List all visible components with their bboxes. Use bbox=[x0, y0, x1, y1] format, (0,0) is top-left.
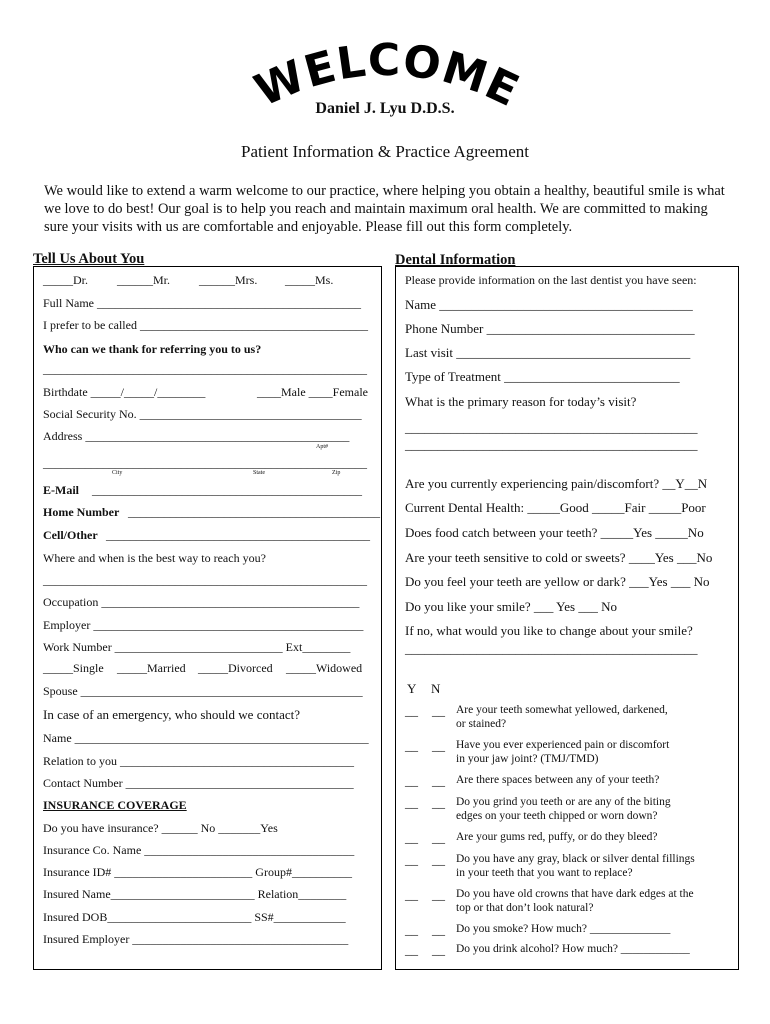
pain-question[interactable]: Are you currently experiencing pain/discomfort? __Y__N bbox=[405, 476, 708, 491]
marital-married[interactable]: _____Married bbox=[117, 661, 186, 675]
question-line-1: Do you grind you teeth or are any of the biting bbox=[456, 796, 671, 808]
insured-dob-field[interactable]: Insured DOB________________________ SS#____________ bbox=[43, 910, 346, 924]
page-title: Patient Information & Practice Agreement bbox=[241, 142, 529, 161]
emergency-label: In case of an emergency, who should we contact? bbox=[43, 707, 301, 722]
referral-label: Who can we thank for referring you to us? bbox=[43, 342, 262, 356]
intro-paragraph: We would like to extend a warm welcome to our practice, where helping you obtain a healthy, beautiful smile is what we love to do best! Our goal is to help you reach and maintain maximum oral health. We are committed to making sure your visits with us are comfortable and enjoyable. Please fill out this form completely. bbox=[44, 183, 725, 235]
home-number-label: Home Number bbox=[43, 505, 120, 519]
ssn-field[interactable]: Social Security No. _____________________________________ bbox=[43, 407, 362, 421]
tell-us-heading: Tell Us About You bbox=[33, 251, 145, 267]
yes-no-question bbox=[456, 830, 658, 844]
birthdate-field[interactable]: Birthdate _____/_____/________ bbox=[43, 385, 206, 399]
sensitivity-question[interactable]: Are your teeth sensitive to cold or sweets? ____Yes ___No bbox=[405, 550, 713, 565]
email-label: E-Mail bbox=[43, 483, 79, 497]
yes-no-question bbox=[456, 942, 690, 956]
question-line-2: edges on your teeth chipped or worn down? bbox=[456, 810, 658, 822]
reach-field[interactable]: ______________________________________________________ bbox=[43, 573, 367, 587]
yellow-teeth-question[interactable]: Do you feel your teeth are yellow or dark? ___Yes ___ No bbox=[405, 574, 710, 589]
welcome-logo-text: WELCOME bbox=[247, 40, 528, 118]
yes-checkbox-blank[interactable]: __ bbox=[405, 942, 418, 957]
question-line-1: Do you have old crowns that have dark edges at the bbox=[456, 888, 694, 900]
no-checkbox-blank[interactable]: __ bbox=[432, 773, 445, 788]
provide-info-label: Please provide information on the last dentist you have seen: bbox=[405, 273, 697, 287]
change-smile-label: If no, what would you like to change about your smile? bbox=[405, 623, 693, 638]
marital-widowed[interactable]: _____Widowed bbox=[286, 661, 363, 675]
yes-checkbox-blank[interactable]: __ bbox=[405, 703, 418, 718]
insured-name-field[interactable]: Insured Name________________________ Relation________ bbox=[43, 887, 347, 901]
question-line-1: Do you smoke? How much? ______________ bbox=[456, 923, 671, 935]
full-name-field[interactable]: Full Name ____________________________________________ bbox=[43, 296, 361, 310]
contact-number-field[interactable]: Contact Number ______________________________________ bbox=[43, 776, 354, 790]
yes-no-question bbox=[456, 795, 671, 823]
insurance-company-field[interactable]: Insurance Co. Name ___________________________________ bbox=[43, 843, 355, 857]
visit-reason-label: What is the primary reason for today’s visit? bbox=[405, 394, 637, 409]
no-checkbox-blank[interactable]: __ bbox=[432, 830, 445, 845]
no-checkbox-blank[interactable]: __ bbox=[432, 922, 445, 937]
yes-no-question bbox=[456, 887, 694, 915]
marital-single[interactable]: _____Single bbox=[43, 661, 104, 675]
yes-checkbox-blank[interactable]: __ bbox=[405, 773, 418, 788]
title-mr[interactable]: ______Mr. bbox=[117, 273, 171, 287]
visit-reason-field-1[interactable]: _____________________________________________ bbox=[405, 420, 698, 435]
last-visit-field[interactable]: Last visit ____________________________________ bbox=[405, 345, 691, 360]
reach-label: Where and when is the best way to reach you? bbox=[43, 551, 266, 565]
doctor-name: Daniel J. Lyu D.D.S. bbox=[315, 100, 455, 117]
yes-column-label: Y bbox=[407, 681, 417, 696]
state-label: State bbox=[253, 470, 265, 476]
no-checkbox-blank[interactable]: __ bbox=[432, 703, 445, 718]
question-line-2: top or that don’t look natural? bbox=[456, 902, 594, 914]
treatment-type-field[interactable]: Type of Treatment ___________________________ bbox=[405, 369, 680, 384]
no-checkbox-blank[interactable]: __ bbox=[432, 942, 445, 957]
city-label: City bbox=[112, 470, 123, 476]
dental-info-heading: Dental Information bbox=[395, 252, 516, 268]
yes-checkbox-blank[interactable]: __ bbox=[405, 887, 418, 902]
insured-employer-field[interactable]: Insured Employer ____________________________________ bbox=[43, 932, 349, 946]
yes-no-question bbox=[456, 852, 695, 880]
question-line-1: Have you ever experienced pain or discomfort bbox=[456, 739, 670, 751]
question-line-1: Are your teeth somewhat yellowed, darkened, bbox=[456, 704, 668, 716]
no-checkbox-blank[interactable]: __ bbox=[432, 887, 445, 902]
no-column-label: N bbox=[431, 681, 441, 696]
yes-checkbox-blank[interactable]: __ bbox=[405, 795, 418, 810]
question-line-1: Are there spaces between any of your teeth? bbox=[456, 774, 660, 786]
email-field[interactable]: _____________________________________________ bbox=[92, 483, 362, 497]
change-smile-field[interactable]: _____________________________________________ bbox=[405, 641, 698, 656]
home-number-field[interactable]: __________________________________________ bbox=[128, 505, 380, 519]
yes-no-question bbox=[456, 922, 670, 936]
question-line-1: Do you drink alcohol? How much? ____________ bbox=[456, 943, 690, 955]
no-checkbox-blank[interactable]: __ bbox=[432, 852, 445, 867]
zip-label: Zip bbox=[332, 470, 341, 476]
gender-field[interactable]: ____Male ____Female bbox=[257, 385, 368, 399]
visit-reason-field-2[interactable]: _____________________________________________ bbox=[405, 437, 698, 452]
yes-checkbox-blank[interactable]: __ bbox=[405, 922, 418, 937]
title-ms[interactable]: _____Ms. bbox=[285, 273, 334, 287]
yes-checkbox-blank[interactable]: __ bbox=[405, 852, 418, 867]
apt-label: Apt# bbox=[316, 444, 328, 450]
occupation-field[interactable]: Occupation ___________________________________________ bbox=[43, 595, 360, 609]
employer-field[interactable]: Employer _____________________________________________ bbox=[43, 618, 364, 632]
question-line-2: or stained? bbox=[456, 718, 507, 730]
yes-no-question bbox=[456, 773, 659, 787]
preferred-name-field[interactable]: I prefer to be called ______________________________________ bbox=[43, 318, 368, 332]
question-line-2: in your teeth that you want to replace? bbox=[456, 867, 633, 879]
dentist-phone-field[interactable]: Phone Number ________________________________ bbox=[405, 321, 695, 336]
title-dr[interactable]: _____Dr. bbox=[43, 273, 88, 287]
question-line-1: Are your gums red, puffy, or do they bleed? bbox=[456, 831, 658, 843]
emergency-name-field[interactable]: Name _________________________________________________ bbox=[43, 731, 369, 745]
relation-field[interactable]: Relation to you _______________________________________ bbox=[43, 754, 354, 768]
insurance-id-field[interactable]: Insurance ID# _______________________ Group#__________ bbox=[43, 865, 352, 879]
question-line-1: Do you have any gray, black or silver dental fillings bbox=[456, 853, 695, 865]
insurance-heading: INSURANCE COVERAGE bbox=[43, 798, 187, 812]
dental-health-question[interactable]: Current Dental Health: _____Good _____Fair _____Poor bbox=[405, 500, 706, 515]
address-line2-field[interactable]: ______________________________________________________ bbox=[43, 456, 367, 470]
yes-checkbox-blank[interactable]: __ bbox=[405, 738, 418, 753]
yes-no-question bbox=[456, 703, 668, 731]
marital-divorced[interactable]: _____Divorced bbox=[198, 661, 273, 675]
yes-no-question bbox=[456, 738, 669, 766]
work-number-field[interactable]: Work Number ____________________________ Ext________ bbox=[43, 640, 351, 654]
no-checkbox-blank[interactable]: __ bbox=[432, 738, 445, 753]
like-smile-question[interactable]: Do you like your smile? ___ Yes ___ No bbox=[405, 599, 617, 614]
address-field[interactable]: Address ____________________________________________ bbox=[43, 429, 350, 443]
spouse-field[interactable]: Spouse _______________________________________________ bbox=[43, 684, 363, 698]
referral-field[interactable]: ______________________________________________________ bbox=[43, 362, 367, 376]
question-line-2: in your jaw joint? (TMJ/TMD) bbox=[456, 753, 599, 765]
cell-label: Cell/Other bbox=[43, 528, 98, 542]
title-mrs[interactable]: ______Mrs. bbox=[199, 273, 258, 287]
cell-field[interactable]: ____________________________________________ bbox=[106, 528, 370, 542]
have-insurance-field[interactable]: Do you have insurance? ______ No _______Yes bbox=[43, 821, 278, 835]
food-catch-question[interactable]: Does food catch between your teeth? _____Yes _____No bbox=[405, 525, 704, 540]
yes-checkbox-blank[interactable]: __ bbox=[405, 830, 418, 845]
no-checkbox-blank[interactable]: __ bbox=[432, 795, 445, 810]
dentist-name-field[interactable]: Name _______________________________________ bbox=[405, 297, 693, 312]
